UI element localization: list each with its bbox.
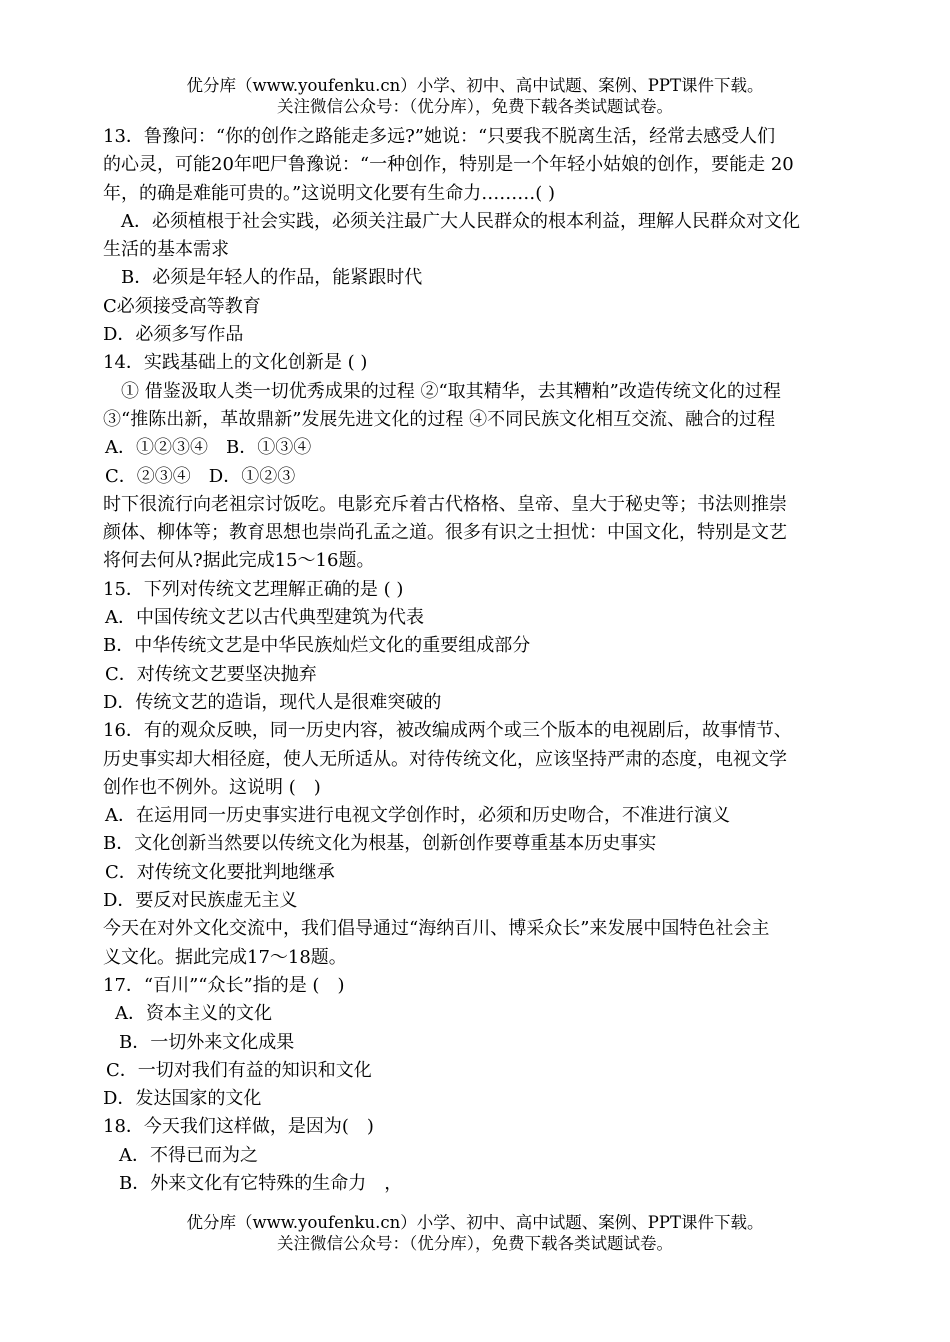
option-line: D．要反对民族虚无主义 [103, 890, 298, 912]
text-line: 颜体、柳体等；教育思想也崇尚孔孟之道。很多有识之士担忧：中国文化，特别是文艺 [103, 522, 787, 544]
text-line: 生活的基本需求 [103, 239, 229, 261]
header-line-2: 关注微信公众号：（优分库），免费下载各类试题试卷。 [277, 97, 673, 116]
question-line: 18．今天我们这样做，是因为( ) [103, 1116, 374, 1138]
option-line: A．不得已而为之 [119, 1144, 258, 1166]
option-line: C．对传统文化要批判地继承 [105, 861, 335, 883]
option-line: A．资本主义的文化 [115, 1003, 272, 1025]
text-line: 将何去何从?据此完成15～16题。 [103, 550, 375, 572]
text-line: ③“推陈出新，革故鼎新”发展先进文化的过程 ④不同民族文化相互交流、融合的过程 [103, 408, 776, 430]
text-line: 历史事实却大相径庭，使人无所适从。对待传统文化，应该坚持严肃的态度，电视文学 [103, 748, 787, 770]
option-line: A．中国传统文艺以古代典型建筑为代表 [105, 607, 424, 629]
option-line: C．对传统文艺要坚决抛弃 [105, 663, 317, 685]
text-line: 时下很流行向老祖宗讨饭吃。电影充斥着古代格格、皇帝、皇大于秘史等；书法则推崇 [103, 493, 787, 515]
option-line: C．一切对我们有益的知识和文化 [106, 1059, 372, 1081]
option-line: B．一切外来文化成果 [119, 1031, 295, 1053]
question-line: 16．有的观众反映，同一历史内容，被改编成两个或三个版本的电视剧后，故事情节、 [103, 720, 792, 742]
text-line: ① 借鉴汲取人类一切优秀成果的过程 ②“取其精华，去其糟粕”改造传统文化的过程 [121, 380, 781, 402]
option-line: B．外来文化有它特殊的生命力 ， [119, 1172, 403, 1194]
option-line: C必须接受高等教育 [103, 295, 261, 317]
text-line: 年，的确是难能可贵的。”这说明文化要有生命力………( ) [103, 182, 555, 204]
text-line: 义文化。据此完成17～18题。 [103, 946, 347, 968]
question-line: 17．“百川”“众长”指的是 ( ) [103, 974, 345, 996]
text-line: 的心灵，可能20年吧尸鲁豫说：“一种创作，特别是一个年轻小姑娘的创作，要能走 20 [103, 154, 794, 176]
document-body [103, 123, 848, 1198]
option-line: B．文化创新当然要以传统文化为根基，创新创作要尊重基本历史事实 [103, 833, 657, 855]
option-line: B．中华传统文艺是中华民族灿烂文化的重要组成部分 [103, 635, 531, 657]
text-line: 创作也不例外。这说明 ( ) [103, 776, 321, 798]
option-line: D．传统文艺的造诣，现代人是很难突破的 [103, 691, 442, 713]
option-line: A．在运用同一历史事实进行电视文学创作时，必须和历史吻合，不准进行演义 [105, 805, 730, 827]
text-line: 今天在对外文化交流中，我们倡导通过“海纳百川、博采众长”来发展中国特色社会主 [103, 918, 770, 940]
question-line: 14．实践基础上的文化创新是 ( ) [103, 352, 368, 374]
option-line: B．必须是年轻人的作品，能紧跟时代 [121, 267, 423, 289]
question-line: 15．下列对传统文艺理解正确的是 ( ) [103, 578, 404, 600]
option-line: A．必须植根于社会实践，必须关注最广大人民群众的根本利益，理解人民群众对文化 [121, 210, 800, 232]
footer-line-2: 关注微信公众号：（优分库），免费下载各类试题试卷。 [277, 1234, 673, 1253]
option-line: D．必须多写作品 [103, 324, 244, 346]
footer-line-1: 优分库（www.youfenku.cn）小学、初中、高中试题、案例、PPT课件下载。 [186, 1213, 764, 1232]
header-line-1: 优分库（www.youfenku.cn）小学、初中、高中试题、案例、PPT课件下载。 [186, 76, 764, 95]
option-line: D．发达国家的文化 [103, 1088, 262, 1110]
text-line: 13．鲁豫问：“你的创作之路能走多远?”她说：“只要我不脱离生活，经常去感受人们 [103, 126, 776, 147]
option-line: C．②③④ D．①②③ [105, 465, 296, 487]
option-line: A．①②③④ B．①③④ [105, 437, 312, 459]
